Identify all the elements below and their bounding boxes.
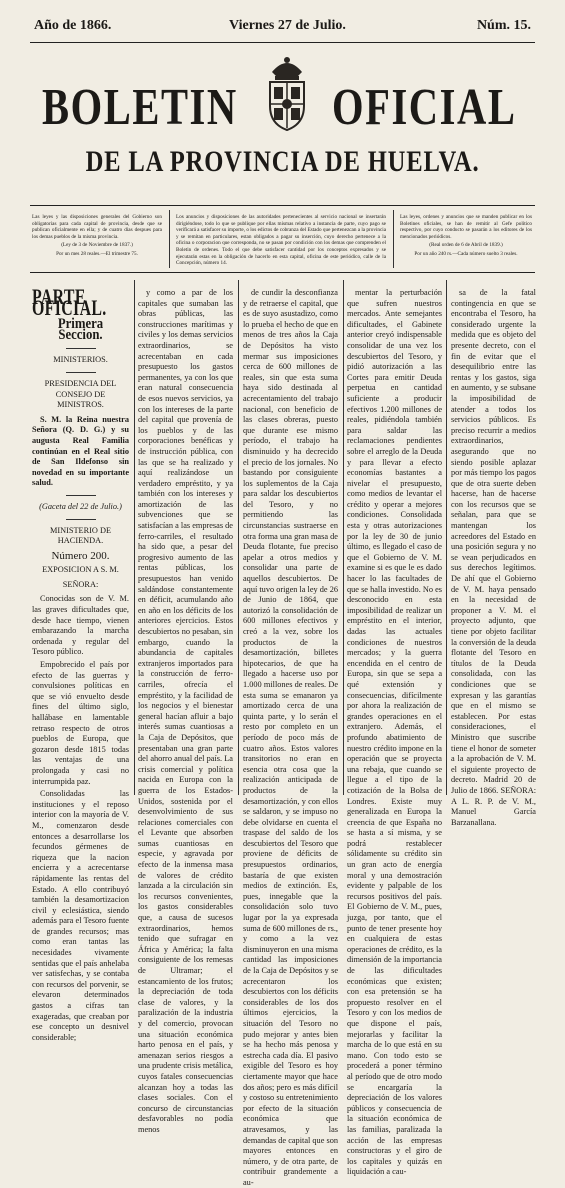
masthead: [30, 72, 535, 142]
column-5-text: sa de la fatal contingencia en que se encontraba el Tesoro, ha considerado urgente la medida que es objeto del presente decreto, con el fin de evitar que el desequilibrio entre las rentas y los gastos, siga en aumento, y se subsane la imposibilidad de atender a todos los servicios públicos. Es preciso recurrir a medios extraordinarios, asegurando que no siendo posible aplazar por más tiempo los pagos que de otra suerte deben hacerse, han de hacerse con los recursos que se señalan, para que se mantengan los acreedores del Estado en una posición segura y no se vean perjudicados en sus derechos legítimos. De ahí que el Gobierno de V. M. haya pensado en la necesidad de proponer a V. M. el proyecto adjunto, que tiene por objeto facilitar la conversión de la deuda flotante del Tesoro en títulos de la Deuda consolidada, con las condiciones que se expresan y las garantías que en el mismo se establecen. Por estas consideraciones, el Ministro que suscribe tiene el honor de someter a la aprobación de V. M. el siguiente proyecto de decreto. Madrid 20 de Julio de 1866. SEÑORA: A L. R. P. de V. M., Manuel García Barzanallana.: [451, 288, 536, 827]
article-column-1: [32, 284, 129, 1042]
notice-right-text: Las leyes, ordenes y anuncios que se manden publicar en los Boletines oficiales, se han de remitir al Gefe político respectivo, por cuyo conducto se pasarán a los editores de los mencionados periódicos.: [400, 214, 532, 240]
notice-right-price: Por un año 240 rs.—Cada número suelto 3 reales.: [414, 250, 518, 257]
column-divider-3: [343, 280, 344, 795]
notice-divider-left: [169, 210, 170, 268]
issue-year: Año de 1866.: [34, 18, 112, 33]
notice-left: [32, 214, 162, 258]
notice-bottom-rule: [30, 272, 535, 273]
article-column-3: [243, 288, 338, 1187]
notice-right: [400, 214, 532, 258]
salutation: SEÑORA:: [62, 579, 99, 589]
exposicion-heading: EXPOSICION A S. M.: [42, 565, 119, 575]
article-column-2: [138, 288, 233, 1134]
article-column-4: [347, 288, 442, 1177]
notice-top-rule: [30, 205, 535, 206]
paragraph-4: Consolidadas las instituciones y el reposo interior con la mayoría de V. M., comenzaron desde entonces a desarrollarse los fecundos gérmenes de riqueza que la nacion encierra y a acrecentarse rápidamente las rentas del Estado. A ello contribuyó también la desamortizacion civil y eclesiástica, siendo además para el Tesoro fuente de grandes recursos; mas como eran tantas las necesidades vivamente sentidas que el país anhelaba ver satisfechas, y se contaba con recursos del porvenir, se elevaron determinados gastos a cifras tan exageradas, que creaban por ese concepto un desnivel considerable;: [32, 789, 129, 1042]
paragraph-3: Empobrecido el país por efecto de las guerras y convulsiones políticas en que se vió envuelto desde fines del último siglo, hallábase en lamentable retraso respecto de otros pueblos de Europa, que gozaron desde 1815 todas las ventajas de una prolongada y casi no interrumpida paz.: [32, 660, 129, 786]
coat-of-arms-icon: [258, 54, 316, 132]
column-divider-1: [134, 280, 135, 795]
issue-date: Viernes 27 de Julio.: [229, 18, 346, 33]
notice-left-text: Las leyes y las disposiciones generales del Gobierno son obligatorias para cada capital de provincia, desde que se publican oficialmente en ella; y de cuatro dias despues para los demas pueblos de la misma provincia.: [32, 214, 162, 240]
ministry-heading: MINISTERIO DE HACIENDA.: [49, 525, 112, 546]
header-rule: [30, 42, 535, 43]
paragraph-2: Conocidas son de V. M. las graves dificultades que, desde hace tiempo, vienen embarazando la marcha ordenada y regular del Tesoro público.: [32, 594, 129, 657]
column-3-text: de cundir la desconfianza y de retraerse el capital, que es de suyo asustadizo, como lo prueba el hecho de que en menos de tres años la Caja de Depósitos ha visto mermar sus imposiciones cerca de 600 millones de reales, sin que esta suma haya sido destinada al acrecentamiento del trabajo nacional, con beneficio de las clases obreras, puesto que durante ese mismo período, el trabajo ha disminuido y ha decrecido el precio de los jornales. No bastando por consiguiente los suplementos de la Caja para saldar los descubiertos del Tesoro, y no permitiendo las circunstancias sustraerse en otra forma una gran masa de Deuda flotante, fue preciso apelar a otros medios y consolidar una parte de aquellos descubiertos. De aquí tuvo origen la ley de 26 de Junio de 1864, que autorizó la consolidación de 600 millones efectivos y creó a la vez, sobre los productos de la desamortización, billetes hipotecarios, de que ha llegado a hacerse uso por 1.000 millones de reales. De esta suma se emanaron ya amortizado cerca de una quinta parte, y lo serán el resto por completo en un período de poco más de cuatro años. Estos valores transitorios no eran en esencia otra cosa que la realización anticipada de productos de la desamortización, y con ellos se saldaron, y se impuso no debe olvidarse en cuenta el traspase del saldo de los descubiertos del Tesoro que proviene de déficits de presupuestos ordinarios, bastaría de que existen medios de extinción. Es, pues, innegable que la consolidación solo tuvo lugar por la ya expresada suma de 600 millones de rs., y como a la vez disminuyeron en una misma cantidad las imposiciones de la Caja de Depósitos y se acrecentaron los descubiertos con los déficits considerables de los dos últimos ejercicios, la situación del Tesoro no pudo mejorar y antes bien se ha hecho más penosa y estrecha cada día. El pasivo exigible del Tesoro es hoy ciertamente mayor que hace dos años; pero es más difícil y costoso su entretenimiento por efecto de la situación económica que atravesamos, y las demandas de capital que son mayores entonces en número, y de otra parte, de contribuir grandemente a au-: [243, 288, 338, 1187]
column-divider-4: [446, 280, 447, 795]
decree-number: Número 200.: [51, 549, 110, 562]
notice-center: Los anuncios y disposiciones de las autoridades pertenecientes al servicio nacional se insertarán dirigiéndose, todo lo que se publique por ellas mismas relativo a instancia de parte, cuyo pago se verificará a satisfacer su importe, o los edictos de cobranza del Estado que pertenezcan a la provincia y se remitan en particulares, estan obligados a pagar su inserción, cuyo derecho pertenece a la oficina o corporacion que corresponda, no se pasan por condición con los demas que comprenden el Boletin de ordenes. Todo el que debe satisfacer cantidad por los conceptos expresados y se ejecutarán estas en la obligación de hacerlo en esta capital, oficina de este periódico, calle de la Concepción, número 14.: [176, 214, 386, 267]
ministries-heading: MINISTERIOS.: [53, 355, 108, 365]
column-2-text: y como a par de los capitales que sumaban las obras públicas, las construcciones marítimas y civiles y los demas servicios extraordinarios, se acrecentaban en cada presupuesto los gastos permanentes, ya con los que eran natural consecuencia de esos nuevos servicios, ya con los intereses de la parte del capital que provenía de los pueblos y de las corporaciones benéficas y de instrucción pública, con las que se ha realizado y aquí realizándose un verdadero empréstito, y ya también con los intereses y amortización de las subvenciones que se satisfacían a las empresas de ferro-carriles, el resultado ha sido que, a pesar del progresivo aumento de las rentas públicas, los presupuestos han venido saldándose constantemente en déficit, acumulando año en año en los déficits de los anteriores ejercicios. Estos descubiertos no pesaban, sin embargo, cuando la abundancia de capitales extranjeros importados para la construcción de ferro-carriles, ofrecía el empréstito, y la facilidad de los negocios y el bienestar general hacían afluir a bajo interés sumas cuantiosas a la Caja de Depósitos, que presentaban una gran parte del ahorro anual del país. La crisis comercial y política nacida en Europa con la guerra de los Estados-Unidos, sostenida por el desenvolvimiento de sus relaciones comerciales con el Levante que absorben sumas cuantiosas en especie, y agravada por efecto de la inmensa masa de valores de crédito lanzada a la circulación sin los recursos convenientes, los gastos considerables que, a causa de sucesos extraordinarios, hemos tenido que sufragar en África y América; la falta consiguiente de los remesas de Ultramar; el estancamiento de los frutos; la depreciación de toda clase de valores, y la paralización de la industria y del comercio, provocan una situación económica harto penosa en el país, y amenazan serios riesgos a una prudente crisis metálica, cuyos fatales consecuencias alcanzan hoy a todas las clases sociales. Con el concurso de circunstancias desfavorables no podía menos: [138, 288, 233, 1134]
header-bar: [34, 18, 531, 40]
notice-left-price: Por un mes 28 reales.—El trimestre 75.: [56, 250, 138, 257]
paragraph-royal-health: S. M. la Reina nuestra Señora (Q. D. G.) y su augusta Real Familia continúan en el Real sitio de San Ildefonso sin novedad en su importante salud.: [32, 414, 129, 488]
section-title: PARTE OFICIAL.: [32, 284, 107, 320]
column-divider-2: [238, 280, 239, 795]
column-4-text: mentar la perturbación que sufren nuestros mercados. Ante semejantes dificultades, el Gabinete anterior creyó indispensable consolidar de una vez los descubiertos del Tesoro, y pidió autorización a las Cortes para emitir Deuda perpetua en cantidad suficiente a producir efectivos 1.200 millones de reales, pidiéndola también para saldar las reclamaciones pendientes sobre el arreglo de la Deuda y para llevar a efecto economías bastantes a nivelar el presupuesto, como medios de levantar el crédito y operar a mejores condiciones. Consolidada esta y otras autorizaciones por la ley de 30 de junio último, es llegado el caso de que el Gobierno de V. M. examine si es que le es dado hacer lo las facultades de que se halla investido. No es desconocido en esta imposibilidad de realizar un empréstito en el interior, dadas las actuales condiciones de nuestros mercados; y la guerra encendida en el centro de Europa, sin que se sepa a qué extensión y consecuencias, difícilmente por ahora la realización de grandes operaciones en el extranjero. Además, el profundo abatimiento de nuestro crédito impone en la operación que se proyecta una rebaja, que cuando se llegue a el tipo de la cotización de la Bolsa de Londres. Existe muy generalizada en Europa la creencia de que España no se hasta a sí misma, y se podrá restablecer sólidamente su crédito sin un gran acto de energía moral y una demostración evidente y palpable de los recursos positivos del país. El Gobierno de V. M., pues, juzga, por tanto, que el punto de tener presente hoy en cualquiera de estas operaciones de crédito, es la dimensión de la importancia de las dificultades económicas que existen; con esa pretensión se ha propuesto resolver en el Tesoro y con los medios de que dispone el país, mejorarlas y facilitar la marcha de lo que está en su mano. Con todo esto se procederá a poner término al período que de otro modo se encargaría la depreciación de los valores públicos y consecuencia de la situación económica de las familias, paralizada la acción de las empresas constructoras y el giro de los capitales y quizás en liquidación a cau-: [347, 288, 442, 1177]
short-rule: [66, 348, 96, 349]
section-subtitle: Primera Seccion.: [57, 316, 104, 343]
masthead-word-boletin: BOLETIN: [42, 79, 238, 136]
masthead-subtitle: DE LA PROVINCIA DE HUELVA.: [85, 145, 480, 178]
short-rule: [66, 519, 96, 520]
article-column-5: [451, 288, 536, 827]
gazette-citation: (Gaceta del 22 de Julio.): [39, 501, 122, 511]
notice-right-cite: (Real orden de 6 de Abril de 1839.): [429, 242, 503, 249]
issue-number: Núm. 15.: [476, 18, 531, 33]
masthead-word-oficial: OFICIAL: [332, 79, 517, 136]
presidency-heading: PRESIDENCIA DEL CONSEJO DE MINISTROS.: [44, 378, 117, 410]
short-rule: [66, 372, 96, 373]
notice-left-cite: (Ley de 3 de Noviembre de 1837.): [61, 242, 133, 249]
notice-divider-right: [393, 210, 394, 268]
short-rule: [66, 495, 96, 496]
